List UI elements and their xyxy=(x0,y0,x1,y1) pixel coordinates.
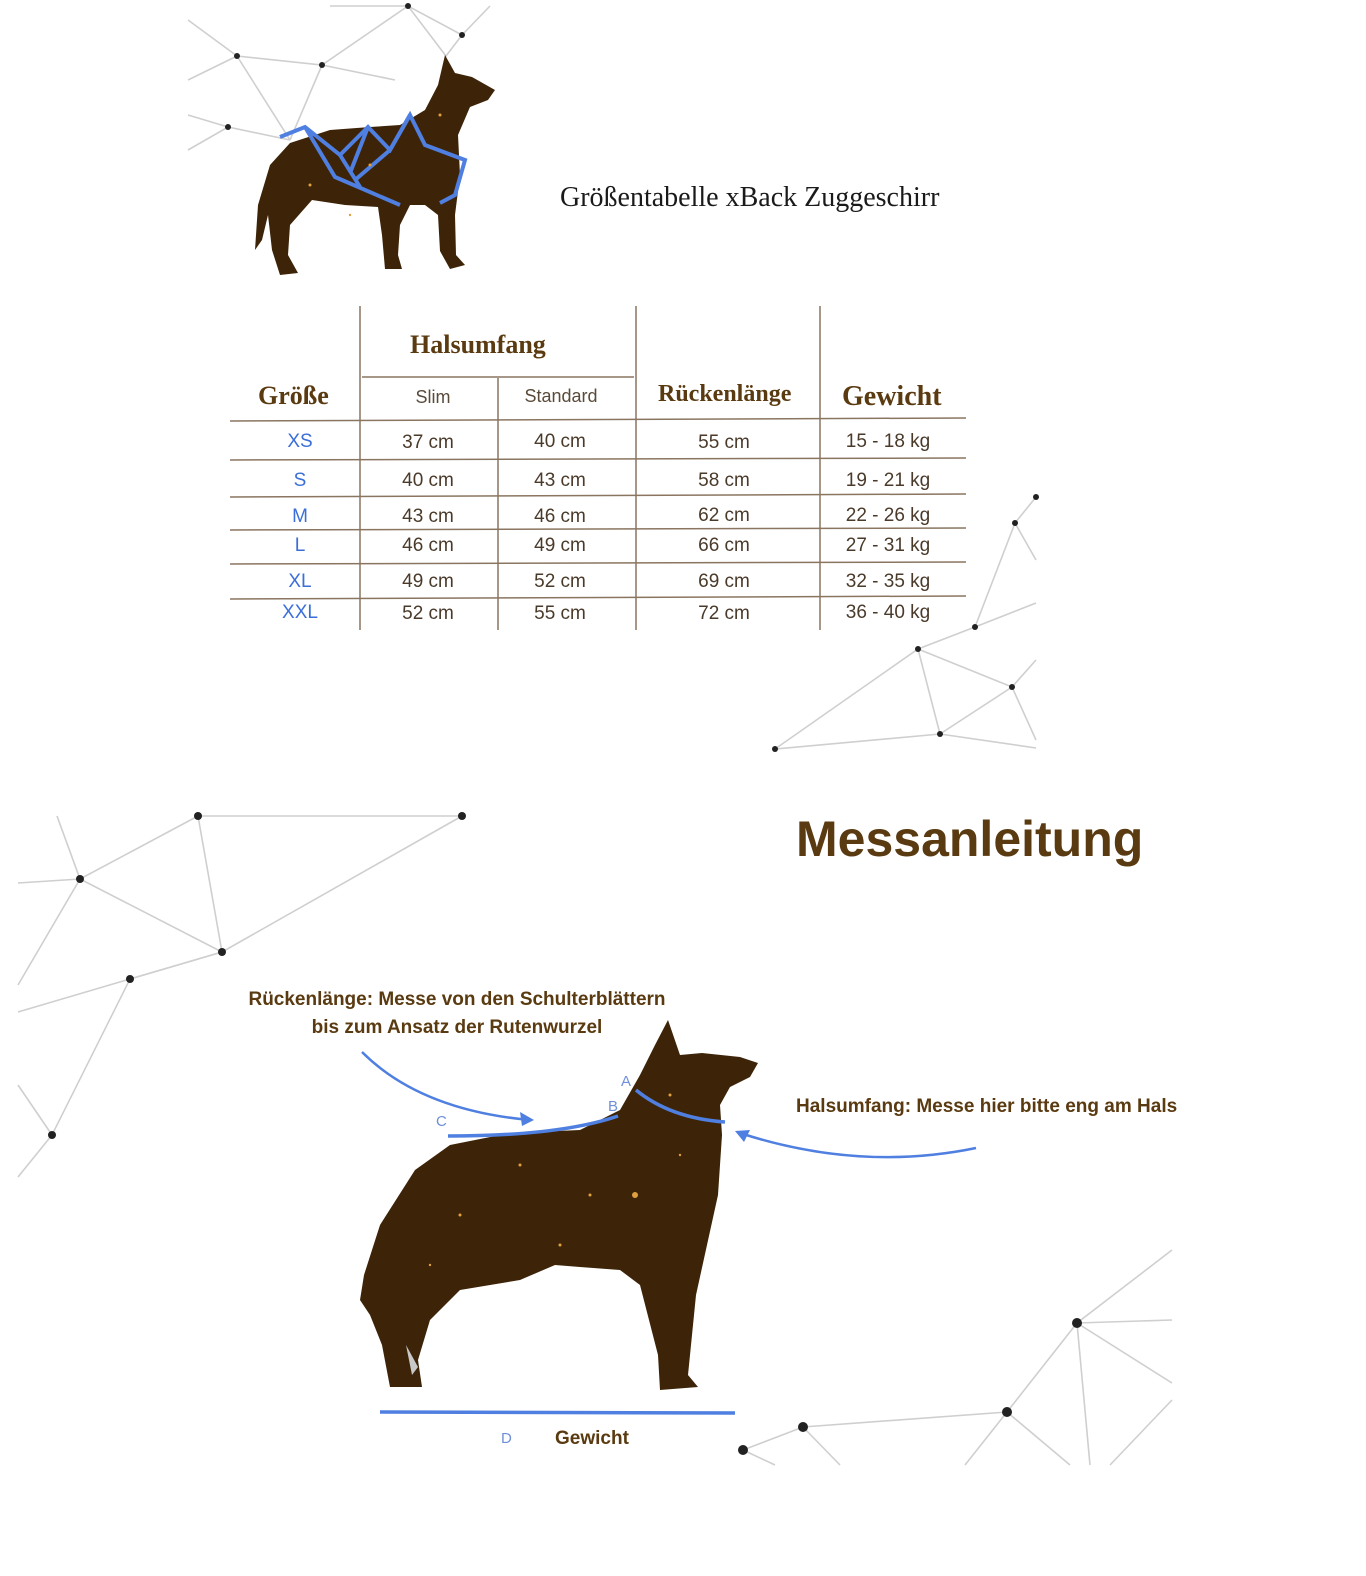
weight-value: 15 - 18 kg xyxy=(845,431,931,452)
standard-value: 55 cm xyxy=(534,603,586,624)
size-label: L xyxy=(294,535,306,556)
page-title: Größentabelle xBack Zuggeschirr xyxy=(560,182,940,213)
marker-b: B xyxy=(608,1098,619,1115)
back-note-line2: bis zum Ansatz der Rutenwurzel xyxy=(311,1017,603,1038)
back-note-line1: Rückenlänge: Messe von den Schulterblättern xyxy=(248,989,666,1010)
header-standard: Standard xyxy=(524,386,598,406)
back-value: 69 cm xyxy=(698,571,750,592)
marker-c: C xyxy=(436,1113,447,1130)
guide-heading: Messanleitung xyxy=(796,811,1144,867)
slim-value: 43 cm xyxy=(402,506,454,527)
back-value: 58 cm xyxy=(698,470,750,491)
standard-value: 46 cm xyxy=(534,506,586,527)
weight-value: 19 - 21 kg xyxy=(845,470,931,491)
header-neck: Halsumfang xyxy=(410,330,546,359)
marker-d: D xyxy=(501,1430,512,1447)
header-back: Rückenlänge xyxy=(658,381,792,407)
header-size: Größe xyxy=(258,381,329,410)
weight-value: 32 - 35 kg xyxy=(845,571,931,592)
back-value: 72 cm xyxy=(698,603,750,624)
slim-value: 46 cm xyxy=(402,535,454,556)
size-label: XXL xyxy=(282,602,318,623)
back-value: 55 cm xyxy=(698,432,750,453)
slim-value: 40 cm xyxy=(402,470,454,491)
back-value: 62 cm xyxy=(698,505,750,526)
weight-value: 27 - 31 kg xyxy=(845,535,931,556)
size-label: M xyxy=(292,506,308,527)
weight-value: 36 - 40 kg xyxy=(845,602,931,623)
standard-value: 40 cm xyxy=(534,431,586,452)
weight-value: 22 - 26 kg xyxy=(845,505,931,526)
header-weight: Gewicht xyxy=(842,381,942,412)
standard-value: 43 cm xyxy=(534,470,586,491)
weight-note: Gewicht xyxy=(555,1428,629,1449)
size-label: S xyxy=(293,470,307,491)
marker-a: A xyxy=(621,1073,632,1090)
back-value: 66 cm xyxy=(698,535,750,556)
header-slim: Slim xyxy=(415,387,451,407)
size-label: XS xyxy=(287,431,313,452)
slim-value: 49 cm xyxy=(402,571,454,592)
slim-value: 37 cm xyxy=(402,432,454,453)
slim-value: 52 cm xyxy=(402,603,454,624)
standard-value: 49 cm xyxy=(534,535,586,556)
standard-value: 52 cm xyxy=(534,571,586,592)
size-label: XL xyxy=(288,571,312,592)
neck-note: Halsumfang: Messe hier bitte eng am Hals xyxy=(796,1096,1178,1117)
